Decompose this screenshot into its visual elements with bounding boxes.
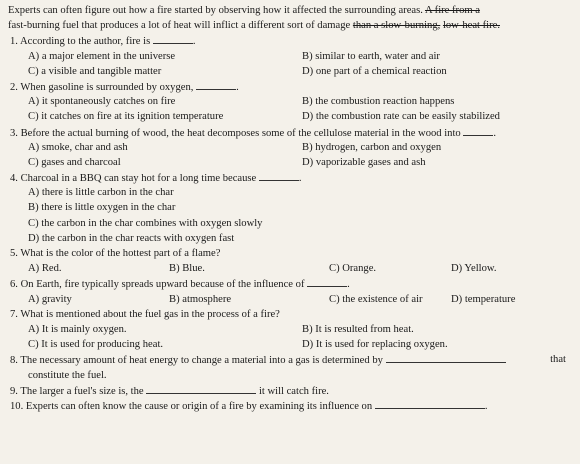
option-a[interactable]: A) smoke, char and ash bbox=[28, 141, 128, 153]
options-row bbox=[8, 261, 574, 276]
option-d[interactable]: D) the combustion rate can be easily stabilized bbox=[302, 111, 500, 123]
question-number: 10. bbox=[10, 400, 24, 412]
question-tail: it will catch fire. bbox=[258, 385, 329, 397]
option-b[interactable]: B) similar to earth, water and air bbox=[302, 50, 440, 62]
question-number: 2. bbox=[10, 81, 18, 93]
passage-text-struck: than a slow-burning, bbox=[352, 20, 441, 32]
option-a[interactable]: A) gravity bbox=[28, 293, 72, 305]
question-3 bbox=[8, 125, 574, 140]
question-4 bbox=[8, 170, 574, 185]
question-8 bbox=[8, 352, 574, 367]
question-stem: Before the actual burning of wood, the heat decomposes some of the cellulose material in the wood into bbox=[20, 127, 461, 139]
question-7 bbox=[8, 307, 574, 322]
answer-blank[interactable] bbox=[153, 33, 193, 44]
question-tail: . bbox=[493, 127, 497, 139]
option-c[interactable]: C) the carbon in the char combines with oxygen slowly bbox=[28, 217, 263, 229]
answer-blank[interactable] bbox=[386, 352, 506, 363]
options-row bbox=[8, 155, 574, 170]
option-d[interactable]: D) one part of a chemical reaction bbox=[302, 65, 447, 77]
question-1 bbox=[8, 33, 574, 48]
question-stem: constitute the fuel. bbox=[28, 369, 107, 381]
option-c[interactable]: C) It is used for producing heat. bbox=[28, 339, 164, 351]
options-row bbox=[8, 231, 574, 246]
passage-line-2 bbox=[8, 18, 574, 33]
passage-text: fast-burning fuel that produces a lot of heat will inflict a different sort of damage bbox=[8, 20, 351, 32]
answer-blank[interactable] bbox=[463, 125, 493, 136]
answer-blank[interactable] bbox=[259, 170, 299, 181]
option-c[interactable]: C) it catches on fire at its ignition temperature bbox=[28, 111, 224, 123]
options-row bbox=[8, 94, 574, 109]
question-number: 1. bbox=[10, 36, 18, 48]
options-row bbox=[8, 337, 574, 352]
question-10 bbox=[8, 398, 574, 413]
option-c[interactable]: C) a visible and tangible matter bbox=[28, 65, 162, 77]
option-b[interactable]: B) the combustion reaction happens bbox=[302, 96, 455, 108]
option-a[interactable]: A) Red. bbox=[28, 263, 62, 275]
question-number: 7. bbox=[10, 308, 18, 320]
options-row bbox=[8, 185, 574, 200]
passage-text: Experts can often figure out how a fire started by observing how it affected the surrounding areas. bbox=[8, 5, 423, 16]
option-d[interactable]: D) It is used for replacing oxygen. bbox=[302, 339, 448, 351]
option-b[interactable]: B) atmosphere bbox=[169, 293, 232, 305]
option-d[interactable]: D) vaporizable gases and ash bbox=[302, 156, 426, 168]
question-number: 4. bbox=[10, 173, 18, 185]
option-d[interactable]: D) the carbon in the char reacts with oxygen fast bbox=[28, 232, 235, 244]
question-number: 3. bbox=[10, 127, 18, 139]
option-b[interactable]: B) It is resulted from heat. bbox=[302, 323, 414, 335]
answer-blank[interactable] bbox=[196, 79, 236, 90]
option-b[interactable]: B) hydrogen, carbon and oxygen bbox=[302, 141, 442, 153]
question-number: 6. bbox=[10, 279, 18, 291]
question-stem: According to the author, fire is bbox=[20, 36, 151, 48]
options-row bbox=[8, 64, 574, 79]
option-b[interactable]: B) there is little oxygen in the char bbox=[28, 202, 176, 214]
question-stem: On Earth, fire typically spreads upward because of the influence of bbox=[20, 279, 305, 291]
option-c[interactable]: C) the existence of air bbox=[329, 293, 423, 305]
question-9 bbox=[8, 383, 574, 398]
option-a[interactable]: A) it spontaneously catches on fire bbox=[28, 96, 176, 108]
question-stem: What is mentioned about the fuel gas in the process of a fire? bbox=[20, 308, 280, 320]
question-tail: . bbox=[298, 173, 302, 185]
option-a[interactable]: A) It is mainly oxygen. bbox=[28, 323, 127, 335]
question-stem: When gasoline is surrounded by oxygen, bbox=[20, 81, 194, 93]
options-row bbox=[8, 140, 574, 155]
question-number: 9. bbox=[10, 385, 18, 397]
options-row bbox=[8, 216, 574, 231]
option-a[interactable]: A) a major element in the universe bbox=[28, 50, 176, 62]
question-number: 8. bbox=[10, 355, 18, 367]
options-row bbox=[8, 292, 574, 307]
question-number: 5. bbox=[10, 248, 18, 259]
question-tail: . bbox=[347, 279, 350, 291]
question-stem: Experts can often know the cause or origin of a fire by examining its influence on bbox=[25, 400, 373, 412]
options-row bbox=[8, 109, 574, 124]
passage-line-1 bbox=[8, 3, 574, 18]
answer-blank[interactable] bbox=[146, 383, 256, 394]
question-stem: What is the color of the hottest part of a flame? bbox=[20, 248, 221, 259]
option-c[interactable]: C) gases and charcoal bbox=[28, 156, 121, 168]
passage-text-struck: low-heat fire. bbox=[442, 20, 500, 32]
question-stem: Charcoal in a BBQ can stay hot for a long time because bbox=[20, 173, 257, 185]
question-5 bbox=[8, 246, 574, 261]
question-stem: The necessary amount of heat energy to change a material into a gas is determined by bbox=[20, 355, 383, 367]
question-8-continuation bbox=[8, 368, 574, 383]
option-d[interactable]: D) Yellow. bbox=[451, 263, 497, 275]
option-d[interactable]: D) temperature bbox=[451, 293, 516, 305]
answer-blank[interactable] bbox=[307, 276, 347, 287]
options-row bbox=[8, 322, 574, 337]
passage-text: A fire from a bbox=[424, 5, 480, 16]
options-row bbox=[8, 200, 574, 215]
answer-blank[interactable] bbox=[375, 398, 485, 409]
question-tail: . bbox=[236, 81, 239, 93]
question-2 bbox=[8, 79, 574, 94]
question-stem: The larger a fuel's size is, the bbox=[20, 385, 144, 397]
question-tail: that bbox=[550, 354, 566, 366]
option-c[interactable]: C) Orange. bbox=[329, 263, 377, 275]
options-row bbox=[8, 49, 574, 64]
option-a[interactable]: A) there is little carbon in the char bbox=[28, 187, 174, 199]
option-b[interactable]: B) Blue. bbox=[169, 263, 205, 275]
question-tail: . bbox=[192, 36, 196, 48]
question-tail: . bbox=[484, 400, 488, 412]
question-6 bbox=[8, 276, 574, 291]
